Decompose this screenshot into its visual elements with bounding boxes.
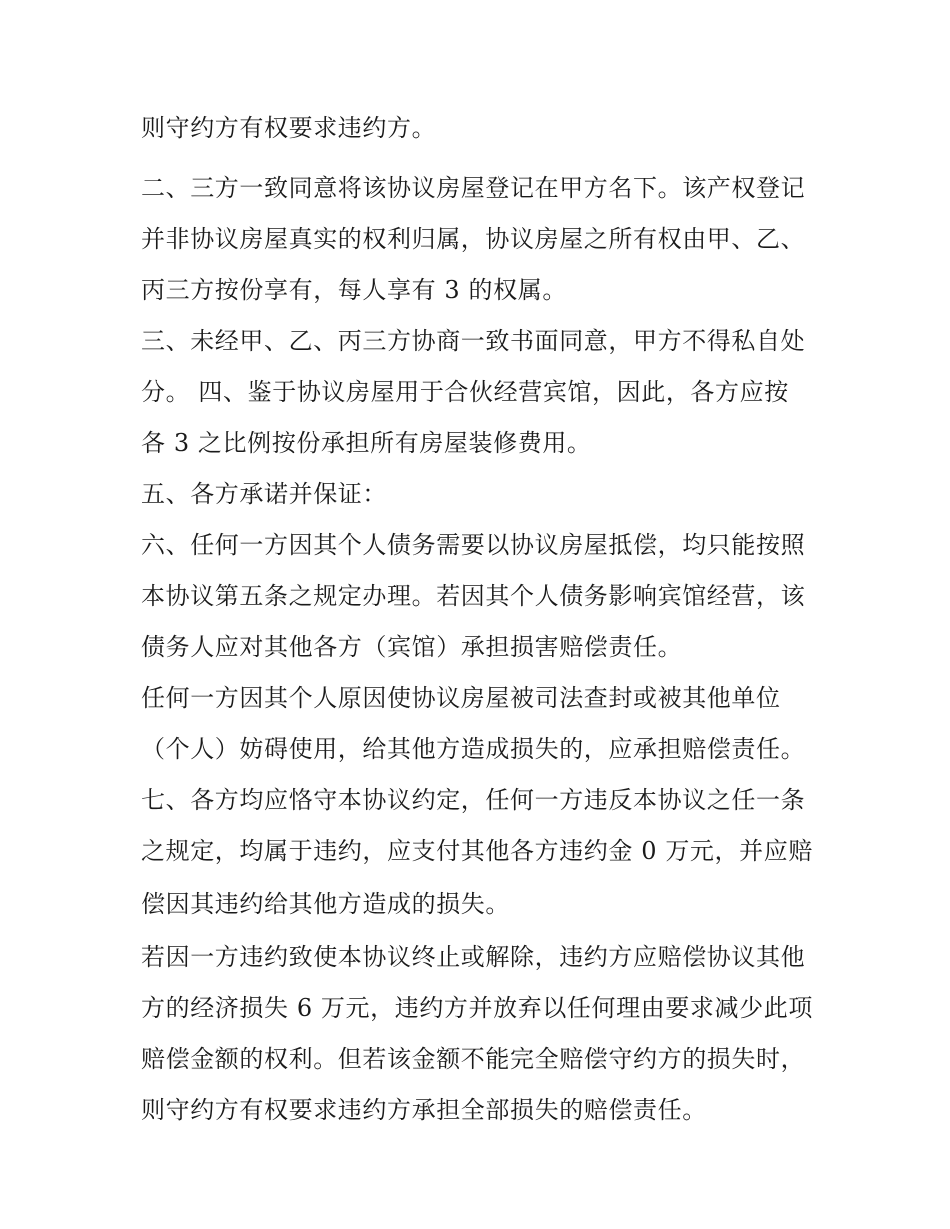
text-line: 则守约方有权要求违约方承担全部损失的赔偿责任。: [141, 1096, 707, 1124]
text-line: 各 3 之比例按份承担所有房屋装修费用。: [141, 429, 592, 457]
text-line: 六、任何一方因其个人债务需要以协议房屋抵偿，均只能按照: [141, 531, 806, 559]
text-line: 若因一方违约致使本协议终止或解除，违约方应赔偿协议其他: [141, 943, 806, 971]
text-line: 分。 四、鉴于协议房屋用于合伙经营宾馆，因此，各方应按: [141, 378, 789, 406]
text-line: 方的经济损失 6 万元，违约方并放弃以任何理由要求减少此项: [141, 994, 813, 1022]
text-line: 本协议第五条之规定办理。若因其个人债务影响宾馆经营，该: [141, 582, 806, 610]
text-line: 赔偿金额的权利。但若该金额不能完全赔偿守约方的损失时，: [141, 1045, 806, 1073]
text-line: 债务人应对其他各方（宾馆）承担损害赔偿责任。: [141, 633, 683, 661]
text-line: 偿因其违约给其他方造成的损失。: [141, 890, 510, 918]
text-line: 则守约方有权要求违约方。: [141, 114, 437, 142]
text-line: 七、各方均应恪守本协议约定，任何一方违反本协议之任一条: [141, 786, 806, 814]
text-line: 三、未经甲、乙、丙三方协商一致书面同意，甲方不得私自处: [141, 327, 806, 355]
text-line: 丙三方按份享有，每人享有 3 的权属。: [141, 276, 567, 304]
text-line: （个人）妨碍使用，给其他方造成损失的，应承担赔偿责任。: [141, 735, 806, 763]
agreement-body: [141, 108, 821, 1130]
text-line: 并非协议房屋真实的权利归属，协议房屋之所有权由甲、乙、: [141, 225, 806, 253]
text-line: 五、各方承诺并保证：: [141, 480, 387, 508]
text-line: 任何一方因其个人原因使协议房屋被司法查封或被其他单位: [141, 684, 781, 712]
text-line: 之规定，均属于违约，应支付其他各方违约金 0 万元，并应赔: [141, 837, 813, 865]
text-line: 二、三方一致同意将该协议房屋登记在甲方名下。该产权登记: [141, 174, 806, 202]
